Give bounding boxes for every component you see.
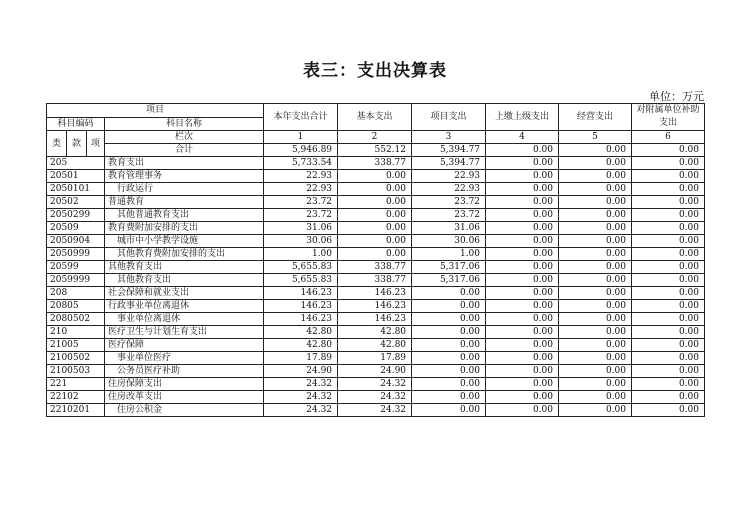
amount-cell: 146.23 [264,313,338,326]
subject-code: 2100503 [47,365,105,378]
amount-cell: 0.00 [486,326,559,339]
col-number-5: 5 [559,131,632,144]
amount-cell: 0.00 [559,261,632,274]
amount-cell: 0.00 [632,352,705,365]
amount-cell: 0.00 [559,170,632,183]
amount-cell: 0.00 [632,313,705,326]
total-value: 552.12 [338,144,412,157]
amount-cell: 31.06 [412,222,486,235]
amount-cell: 0.00 [412,391,486,404]
expenditure-table [46,103,705,417]
amount-cell: 0.00 [559,352,632,365]
amount-cell: 22.93 [264,170,338,183]
amount-cell: 0.00 [486,157,559,170]
amount-cell: 0.00 [486,261,559,274]
amount-cell: 1.00 [264,248,338,261]
subject-name: 事业单位医疗 [105,352,264,365]
subject-code: 20501 [47,170,105,183]
amount-cell: 0.00 [632,222,705,235]
table-row [47,261,705,274]
amount-cell: 0.00 [338,248,412,261]
amount-cell: 24.32 [264,378,338,391]
subject-code: 2100502 [47,352,105,365]
amount-cell: 0.00 [412,326,486,339]
amount-cell: 22.93 [412,170,486,183]
subject-code: 221 [47,378,105,391]
subject-code: 20805 [47,300,105,313]
amount-cell: 146.23 [338,287,412,300]
amount-cell: 0.00 [632,183,705,196]
amount-cell: 42.80 [338,326,412,339]
amount-cell: 0.00 [632,196,705,209]
amount-cell: 0.00 [338,170,412,183]
table-row [47,235,705,248]
header-column-index: 栏次 [105,131,264,144]
amount-cell: 0.00 [632,170,705,183]
subject-name: 普通教育 [105,196,264,209]
table-row [47,157,705,170]
amount-cell: 5,317.06 [412,274,486,287]
amount-cell: 0.00 [412,339,486,352]
amount-cell: 0.00 [486,222,559,235]
subject-code: 208 [47,287,105,300]
subject-code: 2050101 [47,183,105,196]
amount-cell: 0.00 [412,404,486,417]
amount-cell: 5,394.77 [412,157,486,170]
amount-cell: 0.00 [559,391,632,404]
col-number-3: 3 [412,131,486,144]
amount-cell: 24.90 [264,365,338,378]
unit-label: 单位：万元 [649,90,704,103]
header-xiang: 项 [87,131,105,157]
amount-cell: 0.00 [486,365,559,378]
amount-cell: 24.32 [264,391,338,404]
subject-name: 其他教育费附加安排的支出 [105,248,264,261]
amount-cell: 5,655.83 [264,274,338,287]
subject-code: 2059999 [47,274,105,287]
amount-cell: 0.00 [632,404,705,417]
subject-name: 行政运行 [105,183,264,196]
col-header-6: 对附属单位补助支出 [632,104,705,131]
subject-code: 2080502 [47,313,105,326]
col-header-3: 项目支出 [412,104,486,131]
amount-cell: 0.00 [338,222,412,235]
amount-cell: 0.00 [632,326,705,339]
subject-code: 21005 [47,339,105,352]
amount-cell: 0.00 [486,183,559,196]
amount-cell: 0.00 [412,313,486,326]
total-value: 0.00 [486,144,559,157]
subject-code: 22102 [47,391,105,404]
amount-cell: 0.00 [486,300,559,313]
amount-cell: 0.00 [559,378,632,391]
amount-cell: 338.77 [338,261,412,274]
subject-code: 210 [47,326,105,339]
amount-cell: 0.00 [486,209,559,222]
amount-cell: 0.00 [338,183,412,196]
subject-name: 教育支出 [105,157,264,170]
subject-name: 其他教育支出 [105,274,264,287]
col-header-5: 经营支出 [559,104,632,131]
amount-cell: 0.00 [412,352,486,365]
total-value: 0.00 [559,144,632,157]
table-row [47,339,705,352]
col-number-6: 6 [632,131,705,144]
amount-cell: 0.00 [632,365,705,378]
subject-name: 城市中小学教学设施 [105,235,264,248]
subject-code: 2050299 [47,209,105,222]
amount-cell: 338.77 [338,157,412,170]
amount-cell: 0.00 [486,391,559,404]
amount-cell: 30.06 [264,235,338,248]
total-value: 0.00 [632,144,705,157]
amount-cell: 0.00 [632,339,705,352]
subject-code: 2050999 [47,248,105,261]
subject-name: 行政事业单位离退休 [105,300,264,313]
col-number-2: 2 [338,131,412,144]
amount-cell: 0.00 [559,235,632,248]
amount-cell: 0.00 [559,404,632,417]
amount-cell: 0.00 [559,339,632,352]
header-subject-name: 科目名称 [105,117,264,131]
amount-cell: 146.23 [338,300,412,313]
amount-cell: 0.00 [559,365,632,378]
amount-cell: 0.00 [559,157,632,170]
amount-cell: 0.00 [486,404,559,417]
amount-cell: 146.23 [264,300,338,313]
amount-cell: 0.00 [632,248,705,261]
amount-cell: 24.32 [264,404,338,417]
subject-name: 住房公积金 [105,404,264,417]
amount-cell: 0.00 [559,274,632,287]
amount-cell: 42.80 [264,339,338,352]
amount-cell: 1.00 [412,248,486,261]
amount-cell: 17.89 [338,352,412,365]
amount-cell: 0.00 [632,157,705,170]
amount-cell: 0.00 [632,274,705,287]
subject-name: 其他教育支出 [105,261,264,274]
subject-name: 其他普通教育支出 [105,209,264,222]
total-label: 合计 [105,144,264,157]
amount-cell: 0.00 [486,287,559,300]
amount-cell: 23.72 [412,209,486,222]
amount-cell: 0.00 [632,391,705,404]
amount-cell: 17.89 [264,352,338,365]
table-row [47,248,705,261]
amount-cell: 0.00 [559,248,632,261]
amount-cell: 22.93 [412,183,486,196]
amount-cell: 24.32 [338,378,412,391]
subject-code: 2050904 [47,235,105,248]
subject-name: 社会保障和就业支出 [105,287,264,300]
amount-cell: 0.00 [632,261,705,274]
table-row [47,183,705,196]
col-number-1: 1 [264,131,338,144]
amount-cell: 23.72 [264,196,338,209]
amount-cell: 42.80 [338,339,412,352]
amount-cell: 0.00 [486,196,559,209]
total-row [47,144,705,157]
subject-code: 20509 [47,222,105,235]
table-row [47,274,705,287]
table-row [47,300,705,313]
header-subject-code: 科目编码 [47,117,105,131]
amount-cell: 0.00 [559,287,632,300]
table-row [47,313,705,326]
table-row [47,365,705,378]
subject-code: 2210201 [47,404,105,417]
table-row [47,404,705,417]
amount-cell: 5,733.54 [264,157,338,170]
amount-cell: 0.00 [338,235,412,248]
table-row [47,391,705,404]
amount-cell: 30.06 [412,235,486,248]
amount-cell: 0.00 [632,287,705,300]
subject-name: 医疗保障 [105,339,264,352]
amount-cell: 0.00 [486,339,559,352]
amount-cell: 0.00 [559,222,632,235]
amount-cell: 5,317.06 [412,261,486,274]
amount-cell: 146.23 [338,313,412,326]
subject-name: 公务员医疗补助 [105,365,264,378]
amount-cell: 0.00 [559,209,632,222]
amount-cell: 0.00 [338,196,412,209]
subject-name: 住房保障支出 [105,378,264,391]
subject-code: 20502 [47,196,105,209]
amount-cell: 0.00 [486,352,559,365]
amount-cell: 0.00 [632,300,705,313]
table-row [47,326,705,339]
table-row [47,287,705,300]
amount-cell: 0.00 [486,274,559,287]
table-row [47,209,705,222]
col-number-4: 4 [486,131,559,144]
page-title: 表三：支出决算表 [303,61,447,81]
amount-cell: 146.23 [264,287,338,300]
amount-cell: 0.00 [559,326,632,339]
amount-cell: 338.77 [338,274,412,287]
amount-cell: 0.00 [486,235,559,248]
amount-cell: 0.00 [559,313,632,326]
header-item: 项目 [47,104,264,118]
amount-cell: 24.90 [338,365,412,378]
subject-name: 事业单位离退休 [105,313,264,326]
subject-code: 205 [47,157,105,170]
amount-cell: 23.72 [412,196,486,209]
amount-cell: 0.00 [412,378,486,391]
table-row [47,170,705,183]
amount-cell: 0.00 [559,300,632,313]
col-header-2: 基本支出 [338,104,412,131]
amount-cell: 22.93 [264,183,338,196]
amount-cell: 5,655.83 [264,261,338,274]
amount-cell: 0.00 [559,183,632,196]
total-value: 5,394.77 [412,144,486,157]
subject-name: 教育管理事务 [105,170,264,183]
amount-cell: 23.72 [264,209,338,222]
table-row [47,196,705,209]
amount-cell: 0.00 [412,300,486,313]
amount-cell: 0.00 [632,235,705,248]
table-row [47,222,705,235]
amount-cell: 0.00 [486,170,559,183]
amount-cell: 0.00 [632,209,705,222]
subject-name: 教育费附加安排的支出 [105,222,264,235]
total-value: 5,946.89 [264,144,338,157]
col-header-1: 本年支出合计 [264,104,338,131]
header-kuan: 款 [67,131,87,157]
amount-cell: 0.00 [486,378,559,391]
amount-cell: 0.00 [486,313,559,326]
amount-cell: 0.00 [632,378,705,391]
amount-cell: 0.00 [412,287,486,300]
table-row [47,378,705,391]
amount-cell: 24.32 [338,391,412,404]
amount-cell: 0.00 [559,196,632,209]
header-lei: 类 [47,131,67,157]
table-row [47,352,705,365]
amount-cell: 42.80 [264,326,338,339]
amount-cell: 31.06 [264,222,338,235]
subject-code: 20599 [47,261,105,274]
amount-cell: 0.00 [412,365,486,378]
col-header-4: 上缴上级支出 [486,104,559,131]
amount-cell: 0.00 [486,248,559,261]
amount-cell: 24.32 [338,404,412,417]
subject-name: 住房改革支出 [105,391,264,404]
subject-name: 医疗卫生与计划生育支出 [105,326,264,339]
amount-cell: 0.00 [338,209,412,222]
